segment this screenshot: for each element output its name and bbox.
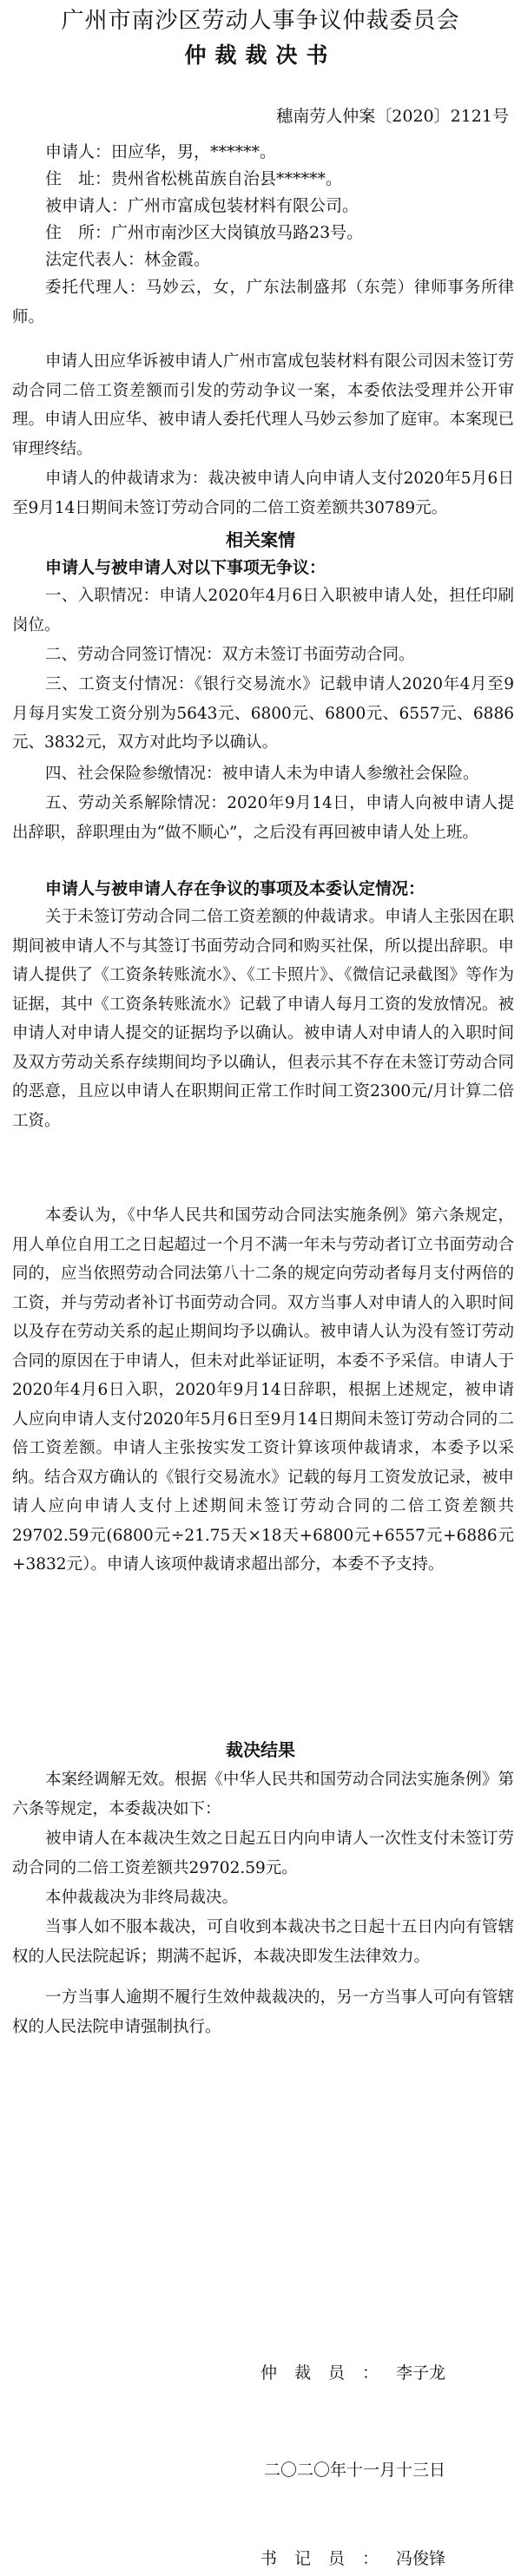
result-paragraph-2: 被申请人在本裁决生效之日起五日内向申请人一次性支付未签订劳动合同的二倍工资差额共29702.59元。 (12, 1830, 514, 1877)
result-paragraph-4: 当事人如不服本裁决，可自收到本裁决书之日起十五日内向有管辖权的人民法院起诉；期满不起诉，本裁决即发生法律效力。 (12, 1918, 514, 1966)
document-title: 仲裁裁决书 (184, 43, 337, 68)
result-paragraph-5: 一方当事人逾期不履行生效仲裁裁决的，另一方当事人可向有管辖权的人民法院申请强制执行。 (12, 1988, 514, 2036)
agent-line: 委托代理人：马妙云，女，广东法制盛邦（东莞）律师事务所律师。 (12, 279, 514, 326)
result-paragraph-1: 本案经调解无效。根据《中华人民共和国劳动合同法实施条例》第六条等规定，本委裁决如下： (12, 1771, 514, 1818)
result-paragraph-3: 本仲裁裁决为非终局裁决。 (45, 1889, 239, 1907)
undisputed-item-3: 三、工资支付情况：《银行交易流水》记载申请人2020年4月至9月每月实发工资分别为5643元、6800元、6800元、6557元、6886元、3832元，双方对此均予以确认。 (12, 675, 514, 752)
disputed-paragraph-1: 关于未签订劳动合同二倍工资差额的仲裁请求。申请人主张因在职期间被申请人不与其签订书面劳动合同和购买社保，所以提出辞职。申请人提供了《工资条转账流水》、《工卡照片》、《微信记录截图》等作为证据，其中《工资条转账流水》记载了申请人每月工资的发放情况。被申请人对申请人提交的证据均予以确认。被申请人对申请人的入职时间及双方劳动关系存续期间均予以确认，但表示其不存在未签订劳动合同的恶意，且应以申请人在职期间正常工作时间工资2300元/月计算二倍工资。 (12, 908, 514, 1130)
undisputed-item-2: 二、劳动合同签订情况：双方未签订书面劳动合同。 (45, 646, 415, 664)
issuing-organization: 广州市南沙区劳动人事争议仲裁委员会 (61, 8, 460, 34)
arbitrator-signature (260, 2359, 445, 2387)
result-heading: 裁决结果 (226, 1739, 295, 1760)
clerk-signature (260, 2545, 445, 2573)
undisputed-item-1: 一、入职情况：申请人2020年4月6日入职被申请人处，担任印刷岗位。 (12, 587, 514, 634)
applicant-address-line: 住 址：贵州省松桃苗族自治县******。 (45, 169, 343, 188)
arbitrator-role: 仲裁员： (260, 2363, 397, 2382)
clerk-role: 书记员： (260, 2549, 397, 2568)
disputed-heading: 申请人与被申请人存在争议的事项及本委认定情况： (45, 879, 425, 898)
case-number: 穗南劳人仲案〔2020〕2121号 (276, 107, 509, 126)
applicant-line: 申请人：田应华，男，******。 (45, 142, 277, 161)
disputed-paragraph-2: 本委认为，《中华人民共和国劳动合同法实施条例》第六条规定，用人单位自用工之日起超过一个月不满一年未与劳动者订立书面劳动合同的，应当依照劳动合同法第八十二条的规定向劳动者每月支付两倍的工资，并与劳动者补订书面劳动合同。双方当事人对申请人的入职时间以及存在劳动关系的起止期间均予以确认。被申请人认为没有签订劳动合同的原因在于申请人，但未对此举证证明，本委不予采信。申请人于2020年4月6日入职，2020年9月14日辞职，根据上述规定，被申请人应向申请人支付2020年5月6日至9月14日期间未签订劳动合同的二倍工资差额。申请人主张按实发工资计算该项仲裁请求，本委予以采纳。结合双方确认的《银行交易流水》记载的每月工资发放记录，被申请人应向申请人支付上述期间未签订劳动合同的二倍工资差额共29702.59元(6800元÷21.75天×18天+6800元+6557元+6886元+3832元）。申请人该项仲裁请求超出部分，本委不予支持。 (12, 1206, 514, 1574)
undisputed-item-5: 五、劳动关系解除情况：2020年9月14日，申请人向被申请人提出辞职，辞职理由为“做不顺心”，之后没有再回被申请人处上班。 (12, 794, 514, 842)
legal-representative-line: 法定代表人：林金霞。 (45, 250, 211, 269)
respondent-line: 被申请人：广州市富成包装材料有限公司。 (45, 196, 359, 215)
respondent-address-line: 住 所：广州市南沙区大岗镇放马路23号。 (45, 223, 364, 242)
intro-paragraph-2: 申请人的仲裁请求为：裁决被申请人向申请人支付2020年5月6日至9月14日期间未签订劳动合同的二倍工资差额共30789元。 (12, 470, 514, 517)
ruling-date: 二〇二〇年十一月十三日 (264, 2461, 446, 2480)
facts-heading: 相关案情 (226, 529, 295, 550)
undisputed-item-4: 四、社会保险参缴情况：被申请人未为申请人参缴社会保险。 (45, 765, 479, 783)
undisputed-heading: 申请人与被申请人对以下事项无争议： (45, 558, 326, 577)
arbitrator-name: 李子龙 (396, 2363, 446, 2382)
clerk-name: 冯俊锋 (396, 2549, 446, 2568)
intro-paragraph-1: 申请人田应华诉被申请人广州市富成包装材料有限公司因未签订劳动合同二倍工资差额而引发的劳动争议一案，本委依法受理并公开审理。申请人田应华、被申请人委托代理人马妙云参加了庭审。本案现已审理终结。 (12, 352, 514, 458)
